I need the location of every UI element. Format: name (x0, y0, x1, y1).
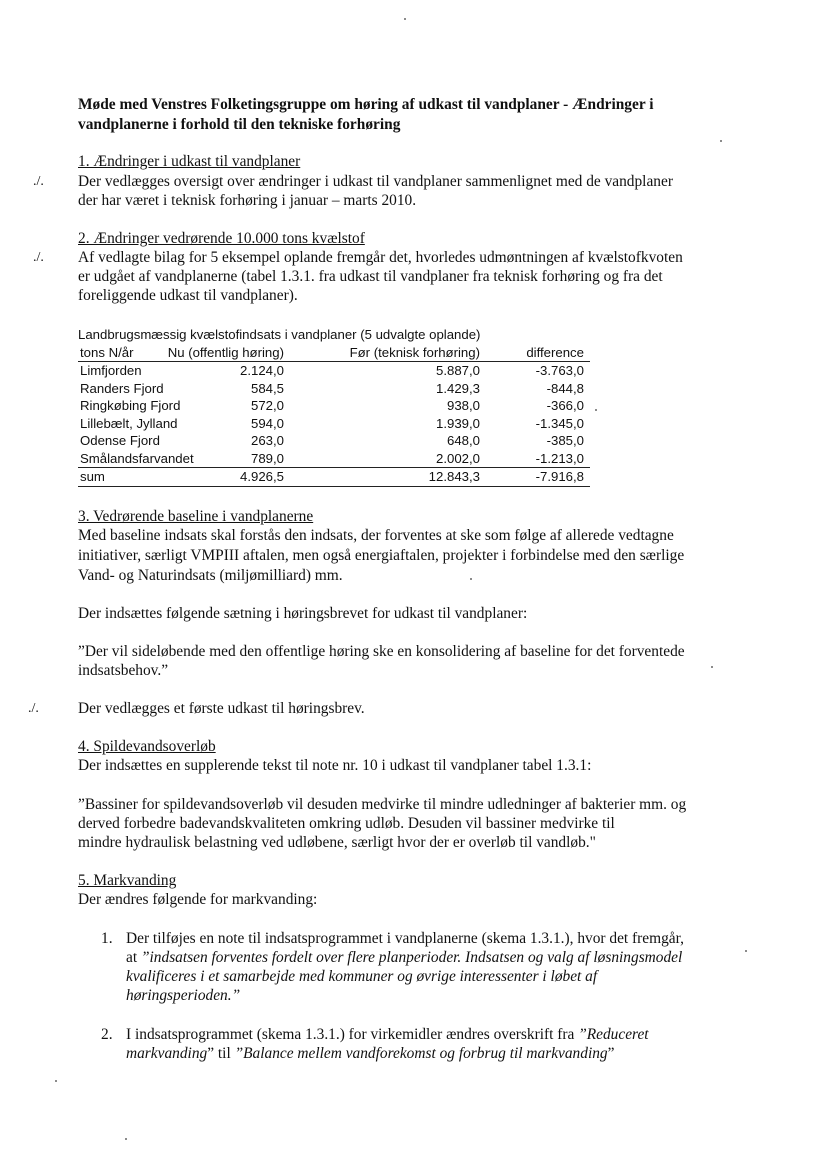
section-5-line: Der ændres følgende for markvanding: (78, 891, 318, 908)
table-header-row (78, 344, 590, 363)
list-item-1-line-2 (126, 948, 682, 967)
table-cell: -1.345,0 (535, 415, 584, 431)
table-sum-row (78, 467, 590, 487)
scan-speck (125, 1138, 127, 1140)
table-cell: 594,0 (250, 415, 284, 431)
list-item-1-line-2-italic: ”indsatsen forventes fordelt over flere planperioder. Indsatsen og valg af løsningsmodel (140, 949, 683, 966)
table-cell: Odense Fjord (80, 433, 160, 448)
list-item-1-line-2-plain: at (126, 949, 141, 966)
table-cell: Smålandsfarvandet (80, 450, 194, 466)
section-2-line-1: Af vedlagte bilag for 5 eksempel oplande fremgår det, hvorledes udmøntningen af kvælstofkvoten (78, 249, 683, 266)
list-item-2-line-1-italic: ”Reduceret (578, 1026, 649, 1043)
table-cell: 938,0 (446, 398, 480, 413)
section-5-heading: 5. Markvanding (78, 872, 177, 889)
scan-speck (711, 666, 713, 668)
list-item-1-number: 1. (101, 930, 113, 947)
table-cell: 789,0 (250, 450, 284, 466)
table-row (78, 380, 590, 398)
table-row (78, 450, 590, 468)
section-2-line-2: er udgået af vandplanerne (tabel 1.3.1. fra udkast til vandplaner fra teknisk forhøring og fra det (78, 268, 663, 285)
table-header-cell: tons N/år (80, 344, 134, 360)
section-2-heading: 2. Ændringer vedrørende 10.000 tons kvælstof (78, 230, 365, 247)
table-caption: Landbrugsmæssig kvælstofindsats i vandplaner (5 udvalgte oplande) (78, 327, 481, 342)
document-title-line-2: vandplanerne i forhold til den tekniske forhøring (78, 116, 401, 133)
table-header-cell: Før (teknisk forhøring) (349, 344, 480, 360)
section-4-line: Der indsættes en supplerende tekst til note nr. 10 i udkast til vandplaner tabel 1.3.1: (78, 757, 592, 774)
list-item-2-line-2 (126, 1044, 614, 1063)
table-cell: 263,0 (250, 433, 284, 448)
table-cell: -385,0 (546, 433, 584, 448)
nitrogen-table (78, 326, 590, 487)
table-cell: 2.124,0 (240, 363, 284, 378)
table-cell: -366,0 (546, 398, 584, 413)
table-cell: Randers Fjord (80, 380, 164, 396)
section-3-line-2: initiativer, særligt VMPIII aftalen, men også energiaftalen, projekter i forbindelse med den særlige (78, 547, 685, 564)
section-3-line-3: Vand- og Naturindsats (miljømilliard) mm. (78, 567, 343, 584)
section-4-quote-line-3: mindre hydraulisk belastning ved udløbene, særligt hvor der er overløb til vandløb." (78, 834, 596, 851)
section-2-line-3: foreliggende udkast til vandplaner). (78, 287, 298, 304)
list-item-2-number: 2. (101, 1026, 113, 1043)
attachment-mark: ./. (28, 701, 39, 716)
document-title-line-1: Møde med Venstres Folketingsgruppe om høring af udkast til vandplaner - Ændringer i (78, 96, 654, 113)
table-row (78, 362, 590, 380)
table-row (78, 397, 590, 415)
scan-speck (55, 1080, 57, 1082)
section-4-heading: 4. Spildevandsoverløb (78, 738, 216, 755)
table-cell: Limfjorden (80, 363, 142, 378)
table-row (78, 415, 590, 433)
table-cell: -1.213,0 (535, 450, 584, 466)
table-cell: 12.843,3 (428, 469, 480, 484)
section-3-paragraph-2: Der indsættes følgende sætning i høringsbrevet for udkast til vandplaner: (78, 605, 528, 622)
section-1-line-2: der har været i teknisk forhøring i januar – marts 2010. (78, 192, 417, 209)
section-1-heading: 1. Ændringer i udkast til vandplaner (78, 153, 301, 170)
section-1-line-1: Der vedlægges oversigt over ændringer i udkast til vandplaner sammenlignet med de vandplaner (78, 173, 673, 190)
list-item-2-line-2-end: ” (607, 1045, 615, 1062)
table-cell: Lillebælt, Jylland (80, 415, 178, 431)
table-cell: 572,0 (250, 398, 284, 413)
list-item-2-line-2-italic-b: ”Balance mellem vandforekomst og forbrug til markvanding (234, 1045, 608, 1062)
table-cell: 1.939,0 (436, 415, 480, 431)
section-3-paragraph-4: Der vedlægges et første udkast til høringsbrev. (78, 700, 365, 717)
table-header-cell: Nu (offentlig høring) (167, 344, 284, 360)
table-cell: Ringkøbing Fjord (80, 398, 181, 413)
scan-speck (745, 950, 747, 952)
scan-speck (404, 18, 406, 20)
section-4-quote-line-2: derved forbedre badevandskvaliteten omkring udløb. Desuden vil bassiner medvirke til (78, 815, 615, 832)
table-header-cell: difference (526, 344, 584, 360)
list-item-1-line-4: høringsperioden.” (126, 987, 241, 1004)
list-item-2-line-1 (126, 1025, 649, 1044)
table-cell: -3.763,0 (535, 363, 584, 378)
attachment-mark: ./. (33, 250, 44, 265)
section-4-quote-line-1: ”Bassiner for spildevandsoverløb vil desuden medvirke til mindre udledninger af bakterier mm. og (78, 796, 687, 813)
table-cell: -844,8 (546, 380, 584, 396)
table-cell: 2.002,0 (436, 450, 480, 466)
list-item-2-line-2-plain: ” til (207, 1045, 235, 1062)
table-cell: 4.926,5 (240, 469, 284, 484)
section-3-quote-line-2: indsatsbehov.” (78, 662, 169, 679)
table-cell: -7.916,8 (535, 469, 584, 484)
scan-speck (470, 578, 472, 580)
list-item-1-line-1: Der tilføjes en note til indsatsprogrammet i vandplanerne (skema 1.3.1.), hvor det fremgår, (126, 930, 684, 947)
section-3-line-1: Med baseline indsats skal forstås den indsats, der forventes at ske som følge af allerede vedtagne (78, 527, 674, 544)
table-cell: 648,0 (446, 433, 480, 448)
attachment-mark: ./. (33, 174, 44, 189)
scan-speck (595, 409, 597, 411)
table-cell: 1.429,3 (436, 380, 480, 396)
table-cell: 5.887,0 (436, 363, 480, 378)
list-item-2-line-2-italic-a: markvanding (126, 1045, 208, 1062)
list-item-2-line-1-plain: I indsatsprogrammet (skema 1.3.1.) for virkemidler ændres overskrift fra (126, 1026, 579, 1043)
table-cell: 584,5 (250, 380, 284, 396)
section-3-heading: 3. Vedrørende baseline i vandplanerne (78, 508, 314, 525)
table-cell: sum (80, 469, 105, 484)
table-row (78, 432, 590, 450)
scan-speck (720, 140, 722, 142)
section-3-quote-line-1: ”Der vil sideløbende med den offentlige høring ske en konsolidering af baseline for det forventede (78, 643, 685, 660)
list-item-1-line-3: kvalificeres i et samarbejde med kommuner og øvrige interessenter i løbet af (126, 968, 598, 985)
